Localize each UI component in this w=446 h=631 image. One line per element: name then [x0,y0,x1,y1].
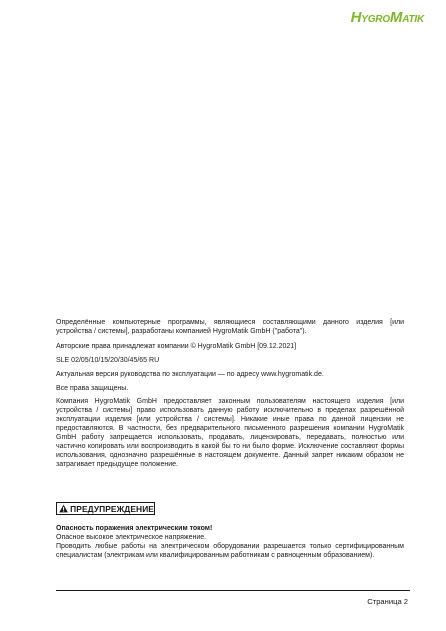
warning-line-voltage: Опасное высокое электрическое напряжение. [56,534,207,541]
logo-ygro: YGRO [361,14,390,25]
copyright-section [56,319,404,476]
paragraph-copyright: Авторские права принадлежат компании © HygroMatik GmbH [09.12.2021] [56,342,297,350]
warning-title: Опасность поражения электрическим током! [56,525,213,532]
warning-triangle-icon [59,504,68,513]
paragraph-rights-reserved: Все права защищены. [56,384,129,392]
logo-letter-m: M [389,9,403,26]
footer-divider [56,590,410,591]
paragraph-license-terms: Компания HygroMatik GmbH предоставляет законным пользователям настоящего изделия [или устройства / системы] право использовать данную работу исключительно в пределах разрешённой эксплуатации изделия [или устройства / системы]. Никакие иные права по данной лицензии не предоставляются. В частности, без предварительного письменного разрешения компании HygroMatik GmbH работу запрещается использовать, продавать, лицензировать, передавать, полностью или частично копировать или воспроизводить в какой бы то ни было форме. Исключение составляют формы использования, однозначно разрешённые в настоящем документе. Данный запрет никаким образом не затрагивает предыдущее положение. [56,398,404,468]
electric-shock-warning [56,524,404,560]
logo-atik: ATIK [402,14,424,25]
paragraph-software-notice: Определённые компьютерные программы, являющиеся составляющими данного изделия [или устройства / системы], разработаны компанией HygroMatik GmbH ("работа"). [56,319,404,335]
page-number: Страница 2 [367,597,408,606]
hygromatik-logo [351,10,424,26]
warning-label-box [56,502,155,515]
logo-letter-h: H [350,9,362,26]
warning-line-qualified-staff: Проводить любые работы на электрическом оборудовании разрешается только сертифицированным специалистам (электрикам или квалифицированным работникам с равноценным образованием). [56,543,404,559]
paragraph-model-code: SLE 02/05/10/15/20/30/45/65 RU [56,356,160,364]
warning-label: ПРЕДУПРЕЖДЕНИЕ [70,503,154,514]
paragraph-manual-url: Актуальная версия руководства по эксплуатации — по адресу www.hygromatik.de. [56,370,324,378]
